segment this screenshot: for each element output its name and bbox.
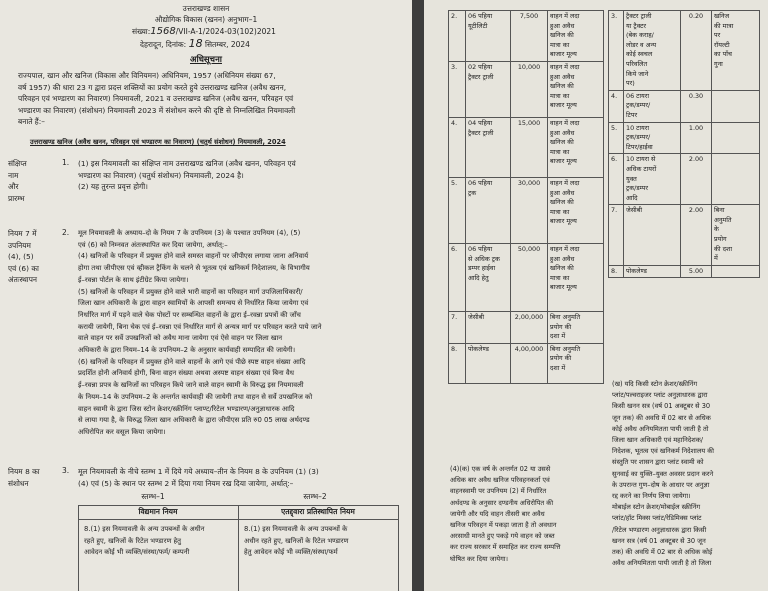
table-1-vehicle [466,61,511,117]
description-line: वाहन में लदा [550,118,580,127]
description-line: वाहन में लदा [550,62,580,71]
section-1-number: 1. [62,158,70,167]
description-line: खनिज की [550,31,574,40]
table-1-description [548,11,604,62]
paragraph-4b: (ख) यदि किसी स्टोन क्रेशर/स्क्रीनिंग प्लांट/पल्वराइजर प्लांट अनुज्ञाधारक द्वारा किसी खनन सत्र (वर्ष 01 अक्टूबर से 30 जून तक) की अवधि में 02 बार से अधिक कोई अवैध अनियमितता पायी जाती है तो जिला खान अधिकारी एवं महानिदेशक/ निदेशक, भूतत्व एवं खनिकर्म निदेशालय की संस्तुति पर शासन द्वारा प्लांट स्वामी को सुनवाई का युक्ति–युक्त अवसर प्रदान करने के उपरान्त गुण–दोष के आधार पर अनुज्ञा रद्द करने का निर्णय लिया जायेगा। मोबाईल स्टोन क्रेशर/मोबाईल स्क्रीनिंग प्लांट/हॉट मिक्स प्लांट/रेडिमिक्स प्लांट /रिटेल भण्डारण अनुज्ञाधारक द्वारा किसी खनन सत्र (वर्ष 01 अक्टूबर से 30 जून तक) की अवधि में 02 बार से अधिक कोई अवैध अनियमितता पायी जाती है तो जिला [612,380,715,568]
substituted-rule-heading: एतद्द्वारा प्रतिस्थापित नियम [281,507,355,516]
vehicle-line: लोडर व अन्य [626,40,657,49]
table-2-serial: 8. [609,265,624,278]
vehicle-line: युक्त [626,174,637,183]
table-1-row [449,11,604,62]
table-2-description [712,265,760,278]
intro-paragraph: राज्यपाल, खान और खनिज (विकास और विनियमन) अधिनियम, 1957 (अधिनियम संख्या 67, वर्ष 1957) की धारा 23 ग द्वारा प्रदत्त शक्तियों का प्रयोग करते हुये उत्तराखण्ड खनिज (अवैध खनन, परिवहन एवं भण्डारण का निवारण) नियमावली, 2021 व उत्तराखण्ड खनिज (अवैध खनन, परिवहन एवं भण्डारण का निवारण) (संशोधन) नियमावली 2023 में संशोधन करने की दृष्टि से निम्नलिखित नियमावली बनाते हैं:– [18,71,296,127]
column-1-label: स्तम्भ–1 [141,492,165,501]
description-line: बाजार मूल्य [550,217,577,226]
table-1-vehicle [466,311,511,343]
vehicle-type: 06 पहिया [468,178,493,187]
description-line: मात्रा का [550,40,570,49]
vehicle-type: 02 पहिया [468,62,493,71]
table-2-vehicle [624,90,681,122]
table-2-row [609,205,760,266]
description-line: वाहन में लदा [550,178,580,187]
table-1-vehicle [466,117,511,177]
description-line: हुआ अवैध [550,128,575,137]
description-line: बिना [714,206,725,215]
vehicle-type: 06 पहिया [468,244,493,253]
table-1-vehicle [466,243,511,311]
column-2-label: स्तम्भ–2 [303,492,327,501]
table-1-amount: 15,000 [511,117,548,177]
table-1-description [548,343,604,383]
vehicle-subtype: से अधिक ट्रक डम्पर हाईवा आदि हेतु [468,254,500,282]
table-1-description [548,117,604,177]
table-1-serial: 2. [449,11,466,62]
vehicle-line: या ट्रैक्टर [626,21,646,30]
description-line: मात्रा का [550,207,570,216]
table-1-serial: 7. [449,311,466,343]
page-gutter [412,0,424,591]
vehicle-line: पोकलेण्ड [626,266,647,275]
header-government: उत्तराखण्ड शासन [182,4,230,13]
vehicle-line: टिपर [626,110,638,119]
table-2-row [609,154,760,205]
description-line: वाहन में लदा [550,244,580,253]
vehicle-line: 10 टायरा से [626,155,656,164]
section-3-text: मूल नियमावली के नीचे स्तम्भ 1 में दिये गये अध्याय–तीन के नियम 8 के उपनियम (1) (3) (4) एवं (5) के स्थान पर स्तम्भ 2 में दिया गया नियम रख दिया जायेगा, अर्थात्:– [78,467,319,488]
description-line: गुना [714,59,723,68]
vehicle-line: 06 टायरा [626,91,650,100]
section-2-margin-note: नियम 7 में उपनियम (4), (5) एवं (6) का अंतःस्थापन [8,229,39,285]
vehicle-line: जेसीबी [626,206,643,215]
vehicle-line: आदि [626,193,638,202]
description-line: बाजार मूल्य [550,50,577,59]
rules-subtitle: उत्तराखण्ड खनिज (अवैध खनन, परिवहन एवं भण्डारण का निवारण) (चतुर्थ संशोधन) नियमावली, 2024 [30,138,286,146]
description-line: दशा में [550,332,566,341]
table-2-serial: 7. [609,205,624,266]
table-2-row [609,90,760,122]
vehicle-line: किये जाने [626,69,649,78]
section-1-text: (1) इस नियमावली का संक्षिप्त नाम उत्तराखण्ड खनिज (अवैध खनन, परिवहन एवं भण्डारण का निवारण) (चतुर्थ संशोधन) नियमावली, 2024 है। (2) यह तुरन्त प्रवृत्त होगी। [78,159,296,192]
table-2-row [609,265,760,278]
table-1-description [548,177,604,243]
vehicle-subtype: ट्रैक्टर ट्राली [468,128,494,137]
section-2-text: मूल नियमावली के अध्याय–दो के नियम 7 के उपनियम (3) के पश्चात उपनियम (4), (5) एवं (6) को निम्नवत अंतःस्थापित कर दिया जायेगा, अर्थात्:– (4) खनिजों के परिवहन में प्रयुक्त होने वाले समस्त वाहनों पर जीपीएस लगाया जाना अनिवार्य होगा तथा जीपीएस एवं व्हीकल ट्रैकिंग के चलने से भूतत्व एवं खनिकर्म निदेशालय, के विभागीय ई–रवन्ना पोर्टल के साथ इंटीग्रेट किया जायेगा। (5) खनिजों के परिवहन में प्रयुक्त होने वाले भारी वाहनों का परिवहन मार्ग उपजिलाधिकारी/ जिला खान अधिकारी के द्वारा वाहन स्वामियों के आपसी समन्वय से निर्धारित किया जायेगा एवं निर्धारित मार्ग में पड़ने वाले चेक पोस्टों पर सम्बन्धित वाहनों के द्वारा ई–रवन्ना प्रपत्रों की जाँच करायी जायेगी, बिना चेक एवं ई–रवन्ना एवं निर्धारित मार्ग से अन्यत्र मार्ग पर परिवहन करते पाये जाने वाले वाहन पर सर्वे उपखनिजों को अवैध माना जायेगा एवं ऐसे वाहन पर जिला खान अधिकारी के द्वारा नियम–14 के उपनियम–2 के अनुसार कार्यवाही सम्पादित की जायेगी। (6) खनिजों के परिवहन में प्रयुक्त होने वाले वाहनों के आगे एवं पीछे स्पष्ट वाहन संख्या आदि प्रदर्शित होनी अनिवार्य होगी, बिना वाहन संख्या अथवा अस्पष्ट वाहन संख्या एवं बिना वैध ई–रवन्ना प्रपत्र के खनिजों का परिवहन किये जाने वाले वाहन स्वामी के विरुद्ध इस नियमावली के नियम–14 के उपनियम–2 के अन्तर्गत कार्यवाही की जायेगी तथा वाहन से सर्वे उपखनिज को वाहन स्वामी के द्वारा जिस स्टोन क्रेशर/स्क्रीनिंग प्लाण्ट/रिटेल भण्डारण/अनुज्ञाधारक आदि से लाया गया है, के विरुद्ध जिला खान अधिकारी के द्वारा जीपीएस प्रति रु0 05 लाख अर्थदण्ड अधिरोपित कर वसूल किया जायेगा। [78,229,322,436]
table-1-row [449,243,604,311]
table-2-serial: 3. [609,11,624,91]
description-line: हुआ अवैध [550,188,575,197]
table-1-serial: 3. [449,61,466,117]
table-2-rate: 0.20 [681,11,712,91]
description-line: का पाँच [714,50,732,59]
description-line: खनिज की [550,82,574,91]
description-line: में [714,254,718,263]
table-1-row [449,177,604,243]
section-1-margin-note: संक्षिप्त नाम और प्रारम्भ [8,159,27,203]
description-line: बिना अनुमति [550,312,581,321]
vehicle-type: 06 पहिया [468,12,493,20]
table-1-row [449,61,604,117]
table-2-rate: 1.00 [681,122,712,154]
description-line: पर [714,31,721,40]
table-2-description [712,122,760,154]
vehicle-line: परिवलित [626,59,648,68]
vehicle-subtype: यूटीलिटी [468,21,488,30]
section-3-number: 3. [62,466,70,475]
table-2-rate: 0.30 [681,90,712,122]
vehicle-line: अधिक टायरों [626,164,657,173]
table-2-description [712,154,760,205]
notification-title: अधिसूचना [190,55,222,65]
table-1-vehicle [466,343,511,383]
description-line: हुआ अवैध [550,21,575,30]
description-line: वाहन में लदा [550,12,580,20]
rule-table-right-border [398,505,399,591]
vehicle-line: 10 टायरा [626,123,650,132]
table-2-vehicle [624,205,681,266]
description-line: की दशा [714,244,732,253]
table-1-amount: 4,00,000 [511,343,548,383]
vehicle-type: पोकलेण्ड [468,344,489,353]
description-line: बिना अनुमति [550,344,581,353]
existing-rule-text: 8.(1) इस नियमावली के अन्य उपबन्धों के अधीन रहते हुए, खनिजों के रिटेल भण्डारण हेतु आवेदन कोई भी व्यक्ति/संस्था/फर्म/ कम्पनी [84,525,205,557]
table-2-vehicle [624,154,681,205]
table-2-vehicle [624,265,681,278]
table-1-description [548,243,604,311]
substituted-rule-text: 8.(1) इस नियमावली के अन्य उपबन्धों के अधीन रहते हुए, खनिजों के रिटेल भण्डारण हेतु आवेदन कोई भी व्यक्ति/संस्था/फर्म [244,525,349,557]
description-line: खनिज [714,12,730,20]
table-2-serial: 4. [609,90,624,122]
vehicle-line: ट्रक/डम्पर [626,184,648,193]
table-1-serial: 6. [449,243,466,311]
vehicle-line: कोई स्वचल [626,50,653,59]
description-line: खनिज की [550,198,574,207]
description-line: खनिज की [550,264,574,273]
right-document-page [424,0,768,591]
rule-table-left-border [78,505,79,591]
section-2-number: 2. [62,228,70,237]
vehicle-subtype: ट्रक [468,188,477,197]
vehicle-type: जेसीबी [468,312,485,321]
table-2-row [609,11,760,91]
vehicle-line: ट्रक/डम्पर/ [626,101,651,110]
vehicle-line: (बेक कराह/ [626,31,654,40]
table-1-amount: 30,000 [511,177,548,243]
description-line: बाजार मूल्य [550,101,577,110]
table-2-description [712,90,760,122]
vehicle-line: टिपर/हाईवा [626,142,653,151]
description-line: मात्रा का [550,273,570,282]
vehicle-subtype: ट्रैक्टर ट्राली [468,72,494,81]
penalty-table-1 [448,10,604,384]
table-1-amount: 50,000 [511,243,548,311]
existing-rule-heading: विद्यमान नियम [138,507,178,516]
table-1-vehicle [466,11,511,62]
description-line: हुआ अवैध [550,72,575,81]
paragraph-4a: (4)(क) एक वर्ष के अन्तर्गत 02 या उससे अधिक बार अवैध खनिज परिवहनकर्ता एवं वाहनस्वामी पर उपनियम (2) में निर्धारित अर्थदण्ड के अनुसार दण्डनीय अधिरोपित की जायेगी और यदि वाहन तीसरी बार अवैध खनिज परिवहन में पकड़ा जाता है तो अवधान अरसाधी मानते हुए पकड़े गये वाहन को जब्त कर राज्य सरकार में समाहित कर राज्य सम्पत्ति घोषित कर दिया जायेगा। [450,465,561,563]
description-line: प्रयोग की [550,354,572,363]
description-line: की मात्रा [714,21,734,30]
description-line: प्रयोग की [550,322,572,331]
table-2-rate: 2.00 [681,154,712,205]
table-1-amount: 7,500 [511,11,548,62]
description-line: रॉयल्टी [714,40,730,49]
reference-number: संख्या:1568/VII-A-1/2024-03(102)2021 [132,26,276,37]
description-line: प्रयोग [714,235,727,244]
table-2-vehicle [624,11,681,91]
header-department: औद्योगिक विकास (खनन) अनुभाग–1 [154,15,258,24]
table-1-description [548,311,604,343]
description-line: बाजार मूल्य [550,283,577,292]
rule-table-middle-border [238,505,239,591]
description-line: दशा में [550,363,566,372]
description-line: हुआ अवैध [550,254,575,263]
description-line: मात्रा का [550,147,570,156]
description-line: खनिज की [550,138,574,147]
table-1-row [449,343,604,383]
description-line: अनुमति [714,215,732,224]
vehicle-line: ट्रैक्टर ट्राली [626,12,652,20]
table-2-row [609,122,760,154]
table-1-serial: 8. [449,343,466,383]
description-line: मात्रा का [550,91,570,100]
table-1-row [449,311,604,343]
table-2-description [712,205,760,266]
vehicle-line: पर) [626,79,635,88]
vehicle-type: 04 पहिया [468,118,493,127]
notification-date: देहरादून, दिनांक: 18 सितम्बर, 2024 [140,37,250,50]
table-2-description [712,11,760,91]
table-1-serial: 5. [449,177,466,243]
table-2-serial: 6. [609,154,624,205]
table-2-rate: 2.00 [681,205,712,266]
table-1-row [449,117,604,177]
table-1-vehicle [466,177,511,243]
table-1-description [548,61,604,117]
table-1-amount: 10,000 [511,61,548,117]
vehicle-line: ट्रक/डम्पर/ [626,133,651,142]
table-2-rate: 5.00 [681,265,712,278]
penalty-table-2 [608,10,760,278]
table-2-vehicle [624,122,681,154]
description-line: बाजार मूल्य [550,157,577,166]
description-line: के [714,225,719,234]
table-1-amount: 2,00,000 [511,311,548,343]
table-1-serial: 4. [449,117,466,177]
table-2-serial: 5. [609,122,624,154]
section-3-margin-note: नियम 8 का संशोधन [8,467,40,488]
